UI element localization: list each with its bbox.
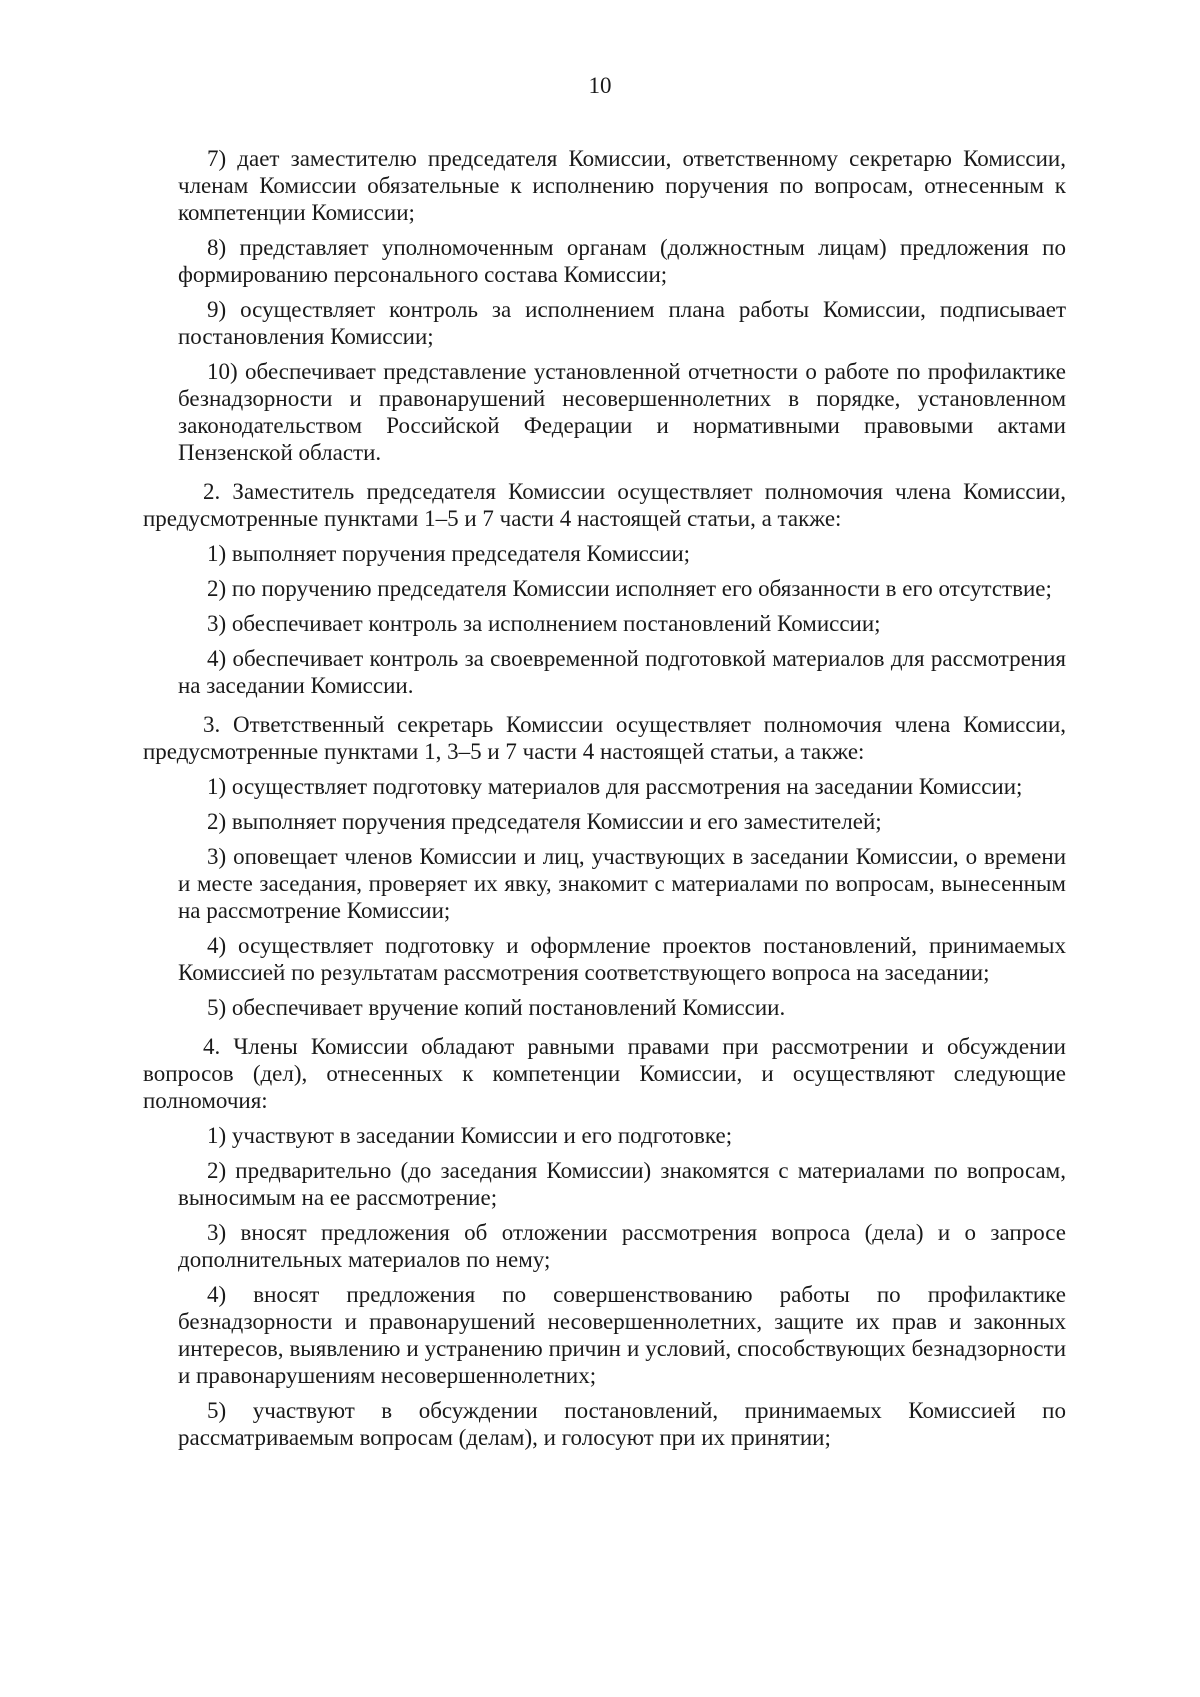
list-item: 7) дает заместителю председателя Комиссии, ответственному секретарю Комиссии, членам Комиссии обязательные к исполнению поручения по вопросам, отнесенным к компетенции Комиссии; <box>178 146 1066 225</box>
list-item: 1) выполняет поручения председателя Комиссии; <box>207 541 691 566</box>
list-item: 2) предварительно (до заседания Комиссии) знакомятся с материалами по вопросам, выносимым на ее рассмотрение; <box>178 1158 1066 1210</box>
list-item: 8) представляет уполномоченным органам (должностным лицам) предложения по формированию персонального состава Комиссии; <box>178 235 1066 287</box>
section-paragraph: 2. Заместитель председателя Комиссии осуществляет полномочия члена Комиссии, предусмотренные пунктами 1–5 и 7 части 4 настоящей статьи, а также: <box>143 479 1066 531</box>
list-item: 3) оповещает членов Комиссии и лиц, участвующих в заседании Комиссии, о времени и месте заседания, проверяет их явку, знакомит с материалами по вопросам, вынесенным на рассмотрение Комиссии; <box>178 844 1066 923</box>
list-item: 2) выполняет поручения председателя Комиссии и его заместителей; <box>207 809 882 834</box>
list-item: 4) обеспечивает контроль за своевременной подготовкой материалов для рассмотрения на заседании Комиссии. <box>178 646 1066 698</box>
list-item: 1) осуществляет подготовку материалов для рассмотрения на заседании Комиссии; <box>207 774 1023 799</box>
list-item: 1) участвуют в заседании Комиссии и его подготовке; <box>207 1123 733 1148</box>
section-paragraph: 3. Ответственный секретарь Комиссии осуществляет полномочия члена Комиссии, предусмотренные пунктами 1, 3–5 и 7 части 4 настоящей статьи, а также: <box>143 712 1066 764</box>
list-item: 9) осуществляет контроль за исполнением плана работы Комиссии, подписывает постановления Комиссии; <box>178 297 1066 349</box>
page-number: 10 <box>588 73 612 98</box>
document-body <box>0 145 1200 1459</box>
list-item: 4) осуществляет подготовку и оформление проектов постановлений, принимаемых Комиссией по результатам рассмотрения соответствующего вопроса на заседании; <box>178 933 1066 985</box>
list-item: 3) вносят предложения об отложении рассмотрения вопроса (дела) и о запросе дополнительных материалов по нему; <box>178 1220 1066 1272</box>
list-item: 4) вносят предложения по совершенствованию работы по профилактике безнадзорности и правонарушений несовершеннолетних, защите их прав и законных интересов, выявлению и устранению причин и условий, способствующих безнадзорности и правонарушениям несовершеннолетних; <box>178 1282 1066 1388</box>
list-item: 10) обеспечивает представление установленной отчетности о работе по профилактике безнадзорности и правонарушений несовершеннолетних в порядке, установленном законодательством Российской Федерации и нормативными правовыми актами Пензенской области. <box>178 359 1066 465</box>
list-item: 2) по поручению председателя Комиссии исполняет его обязанности в его отсутствие; <box>207 576 1052 601</box>
list-item: 5) участвуют в обсуждении постановлений, принимаемых Комиссией по рассматриваемым вопросам (делам), и голосуют при их принятии; <box>178 1398 1066 1450</box>
list-item: 5) обеспечивает вручение копий постановлений Комиссии. <box>207 995 786 1020</box>
list-item: 3) обеспечивает контроль за исполнением постановлений Комиссии; <box>207 611 881 636</box>
section-paragraph: 4. Члены Комиссии обладают равными правами при рассмотрении и обсуждении вопросов (дел), отнесенных к компетенции Комиссии, и осуществляют следующие полномочия: <box>143 1034 1066 1113</box>
